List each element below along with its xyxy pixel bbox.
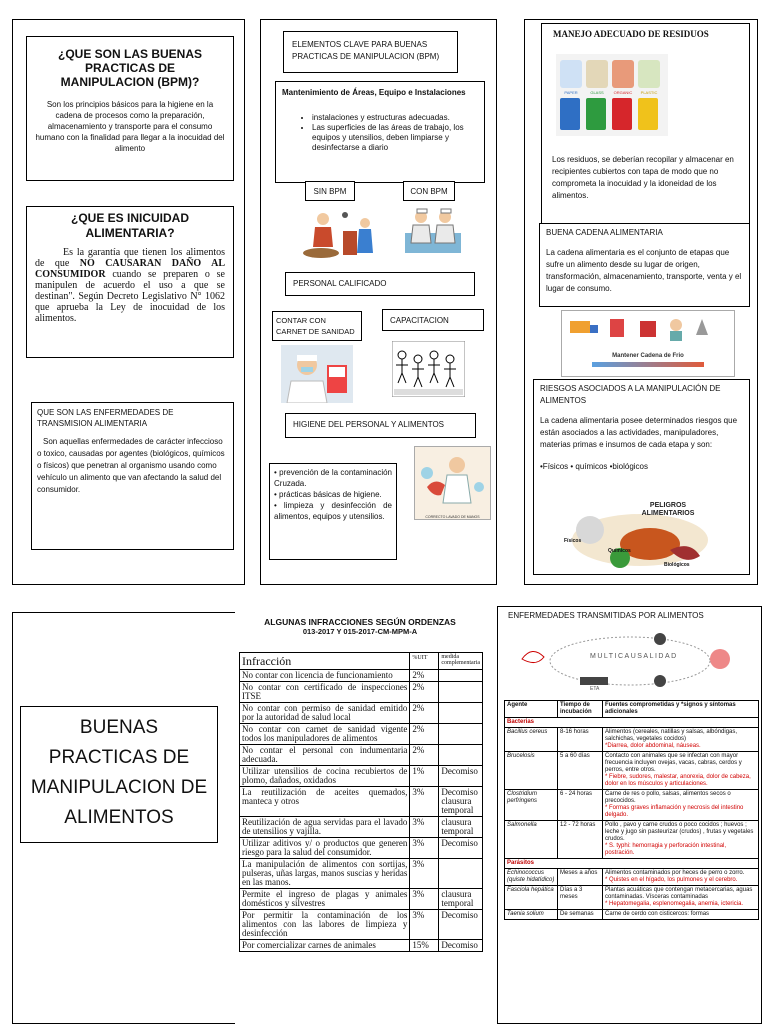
mantenimiento-title: Mantenimiento de Áreas, Equipo e Instalaciones [282, 88, 466, 97]
capacitacion-box [382, 309, 484, 331]
table-row [240, 745, 483, 766]
infraccion-cell: La reutilización de aceites quemados, manteca y otros [240, 787, 410, 817]
con-bpm-label [403, 181, 455, 201]
tiempo-cell: 12 - 72 horas [558, 821, 603, 859]
capacitacion-illustration [392, 341, 465, 397]
higiene-title-box [285, 413, 476, 438]
table-row [505, 869, 759, 886]
infraccion-cell: Reutilización de agua servidas para el lavado de utensilios y vajilla. [240, 817, 410, 838]
table-row [240, 838, 483, 859]
riesgos-list: •Físicos • químicos •biológicos [540, 462, 648, 471]
bin-blue [560, 98, 580, 130]
tiempo-cell: Días a 3 meses [558, 886, 603, 910]
uit-cell: 2% [410, 670, 439, 682]
eta-title: QUE SON LAS ENFERMEDADES DE TRANSMISION ALIMENTARIA [37, 408, 174, 428]
tiempo-cell: 6 - 24 horas [558, 790, 603, 821]
bin-green [586, 98, 606, 130]
fuente-text: Plantas acuáticas que contengan metacercarias, aguas contaminadas. Vísceras contaminadas [605, 887, 753, 900]
mantenimiento-box [275, 81, 485, 183]
inocuidad-text-bold: NO CAUSARAN DAÑO AL CONSUMIDOR [35, 258, 225, 280]
inocuidad-title: ¿QUE ES INICUIDAD ALIMENTARIA? [70, 211, 189, 240]
infraccion-cell: No contar con carnet de sanidad vigente todos los manipuladores de alimentos [240, 724, 410, 745]
bin-glass [586, 60, 608, 88]
fuente-text: Alimentos contaminados por heces de perro o zorro. [605, 870, 745, 876]
medida-cell [439, 745, 483, 766]
fuente-cell [603, 752, 759, 790]
bin-label-glass: GLASS [590, 90, 604, 95]
uit-cell: 2% [410, 703, 439, 724]
multicausalidad-graphic [510, 629, 745, 693]
mantenimiento-item: • Las superficies de las áreas de trabajo, los equipos y utensilios, deben limpiarse y desinfectarse a diario [312, 123, 478, 153]
table-row [240, 910, 483, 940]
uit-cell: 2% [410, 724, 439, 745]
medida-cell: Decomiso [439, 766, 483, 787]
infraccion-cell: No contar el personal con indumentaria adecuada. [240, 745, 410, 766]
bpm-text: Son los principios básicos para la higiene en la cadena de procesos como la preparación, almacenamiento y transporte para el consumo humano con la finalidad para llegar a la inocuidad del alimento [35, 100, 225, 153]
cadena-title: BUENA CADENA ALIMENTARIA [546, 228, 663, 237]
sintoma-text: * Fiebre, sudores, malestar, anorexia, dolor de cabeza, dolor en los músculos y articulaciones. [605, 774, 751, 787]
higiene-list-box [269, 463, 397, 560]
cadena-frio-bar [592, 362, 704, 367]
medida-cell: Decomiso clausura temporal [439, 787, 483, 817]
bin-yellow [638, 98, 658, 130]
bpm-definition-box [26, 36, 234, 181]
infracciones-title: ALGUNAS INFRACCIONES SEGÚN ORDENZAS [264, 617, 456, 627]
table-row [505, 752, 759, 790]
uit-cell: 3% [410, 889, 439, 910]
panel-residuos-cadena [524, 19, 758, 585]
header-medida: medida complementaria [439, 653, 483, 670]
infraccion-cell: Por comercializar carnes de animales [240, 940, 410, 952]
fuente-text: Pollo , pavo y carne crudos o poco cocidos ; huevos ; leche y jugo sin pasteurizar (crudos) , frutas y vegetales crudos. [605, 822, 754, 842]
higiene-item: • prácticas básicas de higiene. [274, 490, 382, 499]
panel-eta [497, 606, 762, 1024]
table-row [240, 724, 483, 745]
eta-label: ETA [590, 686, 600, 692]
table-row [240, 787, 483, 817]
medida-cell [439, 859, 483, 889]
higiene-item: • prevención de la contaminación Cruzada. [274, 468, 392, 488]
tiempo-cell: De semanas [558, 910, 603, 920]
medida-cell [439, 682, 483, 703]
agente-cell: Clostridium perfringens [505, 790, 558, 821]
medida-cell: clausura temporal [439, 817, 483, 838]
table-row [505, 886, 759, 910]
inocuidad-text-b: cuando se preparen o se manipulen de acuerdo el uso a que se destinan". Según Decreto Legislativo N° 1062 que aprueba la Ley de inocuidad de los alimentos. [35, 269, 225, 324]
agente-cell: Salmonella [505, 821, 558, 859]
lavado-manos-illustration [415, 447, 490, 509]
cadena-box [539, 223, 750, 307]
carnet-box [272, 311, 362, 341]
fuente-cell [603, 886, 759, 910]
medida-cell [439, 670, 483, 682]
mantenimiento-item: • instalaciones y estructuras adecuadas. [312, 113, 478, 123]
agente-cell: Fasciola hepática [505, 886, 558, 910]
peligros-fisicos: Físicos [564, 538, 582, 544]
table-row [240, 940, 483, 952]
bin-label-paper: PAPER [564, 90, 578, 95]
peligros-title: PELIGROS ALIMENTARIOS [641, 502, 695, 517]
riesgos-title: RIESGOS ASOCIADOS A LA MANIPULACIÓN DE ALIMENTOS [540, 384, 721, 405]
tiempo-cell: 5 a 60 días [558, 752, 603, 790]
header-fuentes: Fuentes comprometidas y *signos y síntomas adicionales [603, 701, 759, 718]
recycling-bins-graphic [556, 54, 668, 136]
table-row [505, 790, 759, 821]
infracciones-header-row [240, 653, 483, 670]
bin-paper [560, 60, 582, 88]
infraccion-cell: Por permitir la contaminación de los alimentos con las labores de limpieza y desinfección [240, 910, 410, 940]
table-row [240, 670, 483, 682]
table-row [505, 821, 759, 859]
fuente-cell [603, 821, 759, 859]
riesgos-box [533, 379, 750, 575]
lavado-manos-poster [414, 446, 491, 520]
sin-bpm-illustration [301, 203, 381, 261]
peligros-quimicos: Químicos [608, 548, 631, 554]
table-row [240, 817, 483, 838]
uit-cell: 3% [410, 787, 439, 817]
table-row [505, 910, 759, 920]
sintoma-text: * Formas graves inflamación y necrosis del intestino delgado. [605, 805, 744, 818]
bin-organic [612, 60, 634, 88]
fuente-cell [603, 869, 759, 886]
eta-table [504, 700, 759, 920]
peligros-graphic [560, 500, 710, 572]
peligros-biologicos: Biológicos [664, 562, 690, 568]
medida-cell: Decomiso [439, 838, 483, 859]
bin-red [612, 98, 632, 130]
section-row [505, 859, 759, 869]
cover-title-box [20, 706, 218, 843]
eta-text: Son aquellas enfermedades de carácter infeccioso o toxico, causadas por agentes (biológicos, químicos o físicos) que penetran al organismo usando como vehículo un alimento que van afectando la salud del consumidor. [37, 437, 225, 494]
infracciones-table [239, 652, 483, 952]
table-row [240, 859, 483, 889]
agente-cell: Echinococcus (quiste hidatídico) [505, 869, 558, 886]
tiempo-cell: 8-16 horas [558, 728, 603, 752]
table-row [240, 889, 483, 910]
cadena-frio-caption: Mantener Cadena de Frio [612, 353, 684, 359]
elementos-title-box [283, 31, 458, 73]
eta-box [31, 402, 234, 550]
bpm-title: ¿QUE SON LAS BUENAS PRACTICAS DE MANIPULACION (BPM)? [57, 47, 202, 89]
infraccion-cell: No contar con licencia de funcionamiento [240, 670, 410, 682]
carnet-photo [281, 345, 353, 403]
sin-bpm-label [305, 181, 355, 201]
infraccion-cell: No contar con permiso de sanidad emitido por la autoridad de salud local [240, 703, 410, 724]
panel-cover [12, 612, 245, 1024]
con-bpm-text: CON BPM [410, 187, 448, 196]
uit-cell: 3% [410, 817, 439, 838]
fuente-cell [603, 728, 759, 752]
table-row [505, 728, 759, 752]
header-agente: Agente [505, 701, 558, 718]
inocuidad-text-a: Es la garantía que tienen los alimentos de que [35, 247, 225, 269]
fuente-text: Carne de cerdo con cisticercos: formas [605, 911, 710, 917]
section-row [505, 718, 759, 728]
eta-table-body [505, 718, 759, 920]
infraccion-cell: Utilizar utensilios de cocina recubiertos de plomo, dañados, oxidados [240, 766, 410, 787]
uit-cell: 2% [410, 745, 439, 766]
medida-cell [439, 703, 483, 724]
riesgos-text: La cadena alimentaria posee determinados riesgos que están asociados a las actividades, manipuladores, materias primas e insumos de cada etapa y son: [540, 416, 738, 449]
uit-cell: 2% [410, 682, 439, 703]
section-label: Parásitos [505, 859, 759, 869]
higiene-title: HIGIENE DEL PERSONAL Y ALIMENTOS [293, 420, 445, 429]
sintoma-text: *Diarrea, dolor abdominal, náuseas. [605, 743, 701, 749]
table-row [240, 682, 483, 703]
panel-elementos-clave [260, 19, 497, 585]
capacitacion-text: CAPACITACION [390, 316, 449, 325]
cadena-frio-icons [562, 311, 734, 347]
mantenimiento-list [276, 113, 484, 153]
fuente-text: Carne de res o pollo, salsas, alimentos secos o precocidos. [605, 791, 731, 804]
uit-cell: 3% [410, 910, 439, 940]
eta-table-title: ENFERMEDADES TRANSMITIDAS POR ALIMENTOS [508, 611, 704, 620]
higiene-item: • limpieza y desinfección de alimentos, equipos y utensilios. [274, 501, 392, 521]
infraccion-cell: Utilizar aditivos y/ o productos que generen riesgo para la salud del consumidor. [240, 838, 410, 859]
cadena-text: La cadena alimentaria es el conjunto de etapas que sufre un alimento desde su lugar de origen, transformación, almacenamiento, transporte, venta y el lugar de consumo. [546, 248, 742, 293]
elementos-title: ELEMENTOS CLAVE PARA BUENAS PRACTICAS DE MANIPULACION (BPM) [292, 40, 440, 61]
header-uit: %UIT [410, 653, 439, 670]
agente-cell: Taenia solium [505, 910, 558, 920]
tiempo-cell: Meses a años [558, 869, 603, 886]
residuos-title: MANEJO ADECUADO DE RESIDUOS [553, 29, 709, 39]
medida-cell: clausura temporal [439, 889, 483, 910]
panel-infracciones [235, 612, 485, 1024]
infraccion-cell: Permite el ingreso de plagas y animales domésticos y silvestres [240, 889, 410, 910]
sintoma-text: * Quistes en el hígado, los pulmones y el cerebro. [605, 877, 738, 883]
fuente-text: Contacto con animales que se infectan con mayor frecuencia incluyen ovejas, vacas, cabras, cerdos y perros, entre otros. [605, 753, 742, 773]
sin-bpm-text: SIN BPM [313, 187, 347, 196]
cadena-frio-graphic [561, 310, 735, 377]
section-label: Bacterias [505, 718, 759, 728]
infraccion-cell: No contar con certificado de inspecciones ITSE [240, 682, 410, 703]
medida-cell: Decomiso [439, 910, 483, 940]
medida-cell [439, 724, 483, 745]
inocuidad-text [35, 247, 225, 324]
header-infraccion: Infracción [240, 653, 410, 670]
agente-cell: Brucelosis [505, 752, 558, 790]
inocuidad-box [26, 206, 234, 358]
uit-cell: 3% [410, 859, 439, 889]
lavado-manos-caption: CORRECTO LAVADO DE MANOS [425, 515, 480, 519]
bin-label-organic: ORGANIC [613, 90, 633, 95]
uit-cell: 15% [410, 940, 439, 952]
table-row [240, 766, 483, 787]
table-row [240, 703, 483, 724]
uit-cell: 3% [410, 838, 439, 859]
infraccion-cell: La manipulación de alimentos con sortijas, pulseras, uñas largas, manos suscias y heridas en las manos. [240, 859, 410, 889]
personal-calificado-box [285, 272, 475, 296]
fuente-cell [603, 910, 759, 920]
header-tiempo: Tiempo de incubación [558, 701, 603, 718]
con-bpm-illustration [401, 203, 465, 259]
residuos-text: Los residuos, se deberían recopilar y almacenar en recipientes cubiertos con tapa de modo que no comprometa la inocuidad y la idoneidad de los alimentos. [552, 155, 734, 200]
bin-label-plastic: PLASTIC [640, 90, 658, 95]
sintoma-text: * S. typhi: hemorragia y perforación intestinal, postración. [605, 843, 727, 856]
multicausalidad-illustration [510, 629, 745, 693]
fuente-cell [603, 790, 759, 821]
sintoma-text: * Hepatomegalia, esplenomegalia, anemia, ictericia. [605, 901, 744, 907]
carnet-text: CONTAR CON CARNET DE SANIDAD [276, 316, 355, 336]
fuente-text: Alimentos (cereales, natillas y salsas, albóndigas, salchichas, vegetales cocidos) [605, 729, 738, 742]
cover-title: BUENAS PRACTICAS DE MANIPULACION DE ALIMENTOS [30, 717, 208, 828]
multicausalidad-label: MULTICAUSALIDAD [590, 653, 678, 660]
medida-cell: Decomiso [439, 940, 483, 952]
bin-plastic [638, 60, 660, 88]
agente-cell: Bacillus cereus [505, 728, 558, 752]
panel-bpm-intro [12, 19, 245, 585]
residuos-box [541, 23, 750, 225]
personal-calificado-text: PERSONAL CALIFICADO [293, 279, 387, 288]
infracciones-subtitle: 013-2017 Y 015-2017-CM-MPM-A [302, 627, 418, 636]
infracciones-body [240, 670, 483, 952]
uit-cell: 1% [410, 766, 439, 787]
eta-header-row [505, 701, 759, 718]
